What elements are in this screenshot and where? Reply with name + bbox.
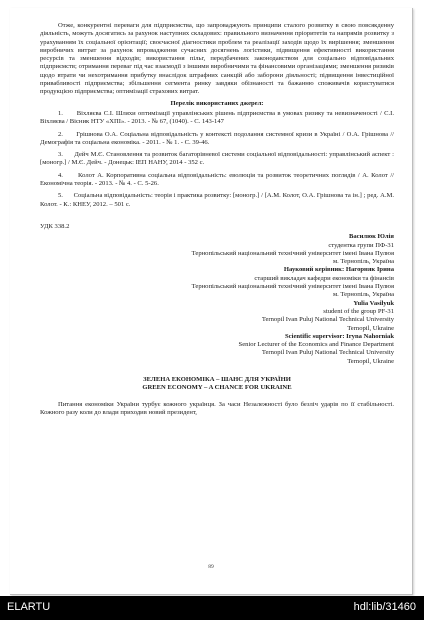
author-name-en: Yulia Vasilyuk [353,299,394,307]
reference-item-4: 4. Колот А. Корпоративна соціальна відповідальність: еволюція та розвиток теоретичних поглядів / А. Колот // Економічна теорія. - 2013. - № 4. - С. 5-26. [40,171,394,188]
supervisor-position-ua: старший викладач кафедри економіки та фінансів [254,274,394,282]
supervisor-position-en: Senior Lecturer of the Economics and Finance Department [238,341,394,349]
footer-bar [0,596,424,620]
author-university-ua: Тернопільський національний технічний університет імені Івана Пулюя [191,249,394,257]
reference-item-1: 1. Віхляєва С.І. Шляхи оптимізації управлінських рішень підприємства в умовах ризику та невизначеності / С.І. Віхляєва / Вісник НТУ «ХПІ». - 2013. - № 67, (1040). - С. 143-147 [40,109,394,126]
intro-paragraph: Отже, конкурентні переваги для підприємства, що запроваджують принципи сталого розвитку в свою повсякденну діяльність, можуть досягатись за рахунок наступних складових: правильного визначення пріоритетів та напрямів розвитку з урахуванням їх соціальної орієнтації; своєчасної діагностики проблем та реалізації заходів щодо їх вирішення; зменшення виробничих витрат за рахунок впровадження сучасних досягнень логістики, підвищення ефективності використання ресурсів та зменшення відходів; використання пільг, передбачених законодавством для соціально відповідальних підприємств; отримання переваг під час взаємодії з іншими виробничими та фінансовими організаціями; зменшення ризиків щодо втрати чи нехотримання прибутку внаслідок штрафних санкцій або заборони діяльності; підвищення інвестиційної привабливості підприємства; збільшення сегмента ринку завдяки обізнаності та бажанню споживачів користуватися продукцією підприємства; оптимізації страхових витрат. [40,22,394,96]
supervisor-label-en: Scientific supervisor: Iryna Nahorniak [285,332,394,340]
body-paragraph: Питання економіки України турбує кожного українця. За часи Незалежності було безліч ударів по її стабільності. Кожного разу коли до влади приходив новий президент, [40,400,394,416]
reference-item-3: 3. Дейч М.Є. Становлення та розвиток багаторівневої системи соціальної відповідальності: управлінський аспект : [моногр.] / М.Є. Дейч. - Донецьк: ІЕП НАНУ, 2014 - 352 с. [40,151,394,167]
reference-item-2: 2. Грішнова О.А. Соціальна відповідальність у контексті подолання системної кризи в Україні / О.А. Грішнова // Демографія та соціальна економіка. - 2011. - № 1. - С. 39-46. [40,130,394,146]
supervisor-university-en: Ternopil Ivan Puluj National Technical University [261,349,394,357]
author-position-ua: студентка групи ПФ-31 [328,241,394,249]
reference-item-5: 5. Соціальна відповідальність: теорія і практика розвитку: [моногр.] / [А.М. Колот, О.А. Грішнова та ін.] ; ред. А.М. Колот. - К.: КНЕУ, 2012. – 501 с. [40,192,394,208]
author-name-ua: Василюк Юлія [348,233,394,241]
page-number: 89 [208,564,214,570]
supervisor-label-ua: Науковий керівник: Нагорняк Ірина [283,266,394,274]
references-title: Перелік використаних джерел: [170,99,264,107]
supervisor-city-en: Ternopil, Ukraine [347,357,394,365]
page-content [40,22,394,417]
author-city-ua: м. Тернопіль, Україна [332,258,394,266]
supervisor-university-ua: Тернопільський національний технічний університет імені Івана Пулюя [191,283,394,291]
author-university-en: Ternopil Ivan Puluj National Technical University [261,316,394,324]
author-city-en: Ternopil, Ukraine [347,324,394,332]
udc-code: УДК 338.2 [40,222,70,230]
article-title-ua: ЗЕЛЕНА ЕКОНОМІКА – ШАНС ДЛЯ УКРАЇНИ [143,375,291,383]
author-position-en: student of the group PF-31 [323,307,394,315]
document-page [10,8,413,595]
article-title-en: GREEN ECONOMY – A CHANCE FOR UKRAINE [142,384,292,392]
footer-handle-label: hdl:lib/31460 [353,601,416,613]
footer-repository-label: ELARTU [7,601,51,613]
author-block-en [40,300,394,366]
author-block-ua [40,233,394,299]
supervisor-city-ua: м. Тернопіль, Україна [332,291,394,299]
